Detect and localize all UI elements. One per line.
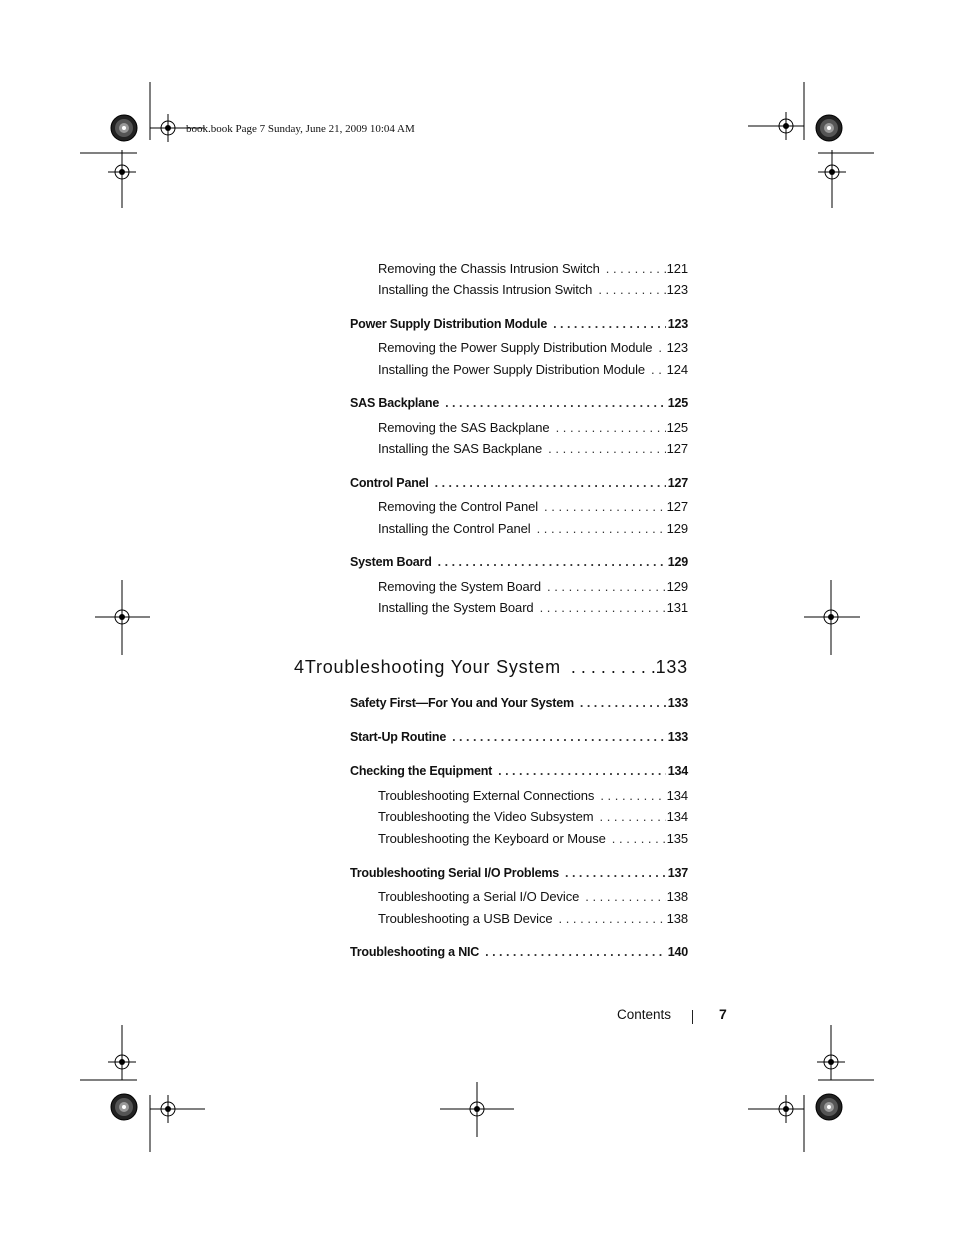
chapter-title: Troubleshooting Your System	[304, 656, 561, 677]
toc-entry-page: 127	[666, 498, 688, 514]
toc-entry-page: 124	[666, 361, 688, 377]
footer-separator	[692, 1010, 693, 1024]
toc-entry-label: Removing the Chassis Intrusion Switch	[378, 260, 600, 276]
leader-dots	[547, 317, 666, 331]
leader-dots	[645, 362, 666, 377]
toc-entry-label: Troubleshooting the Video Subsystem	[378, 808, 594, 824]
toc-entry-page: 133	[667, 730, 688, 744]
toc-subsection-entry[interactable]	[378, 438, 688, 458]
leader-dots	[600, 261, 666, 276]
toc-subsection-entry[interactable]	[378, 785, 688, 805]
toc-entry-label: Power Supply Distribution Module	[350, 317, 548, 331]
toc-section-entry[interactable]	[350, 761, 688, 781]
leader-dots	[550, 420, 666, 435]
leader-dots	[479, 945, 666, 959]
toc-subsection-entry[interactable]	[378, 806, 688, 826]
toc-entry-page: 138	[666, 910, 688, 926]
leader-dots	[592, 282, 666, 297]
toc-entry-label: Troubleshooting the Keyboard or Mouse	[378, 830, 606, 846]
toc-entry-label: System Board	[350, 555, 432, 569]
leader-dots	[559, 866, 666, 880]
chapter-number: 4	[294, 656, 305, 677]
leader-dots	[439, 396, 666, 410]
toc-entry-label: Installing the Power Supply Distribution Module	[378, 361, 645, 377]
toc-entry-page: 121	[666, 260, 688, 276]
leader-dots	[593, 809, 666, 824]
leader-dots	[561, 657, 656, 678]
footer-page-number: 7	[719, 1006, 727, 1022]
toc-entry-page: 129	[666, 578, 688, 594]
toc-entry-page: 131	[666, 599, 688, 615]
toc-entry-label: Troubleshooting Serial I/O Problems	[350, 866, 560, 880]
toc-entry-page: 123	[666, 339, 688, 355]
chapter-page: 133	[655, 656, 688, 677]
toc-subsection-entry[interactable]	[378, 597, 688, 617]
toc-entry-page: 134	[666, 787, 688, 803]
toc-subsection-entry[interactable]	[378, 359, 688, 379]
toc-entry-page: 123	[666, 281, 688, 297]
toc-entry-page: 129	[666, 520, 688, 536]
toc-entry-page: 134	[666, 808, 688, 824]
leader-dots	[429, 476, 666, 490]
leader-dots	[541, 579, 666, 594]
toc-entry-page: 129	[667, 555, 688, 569]
toc-subsection-entry[interactable]	[378, 576, 688, 596]
toc-entry-label: Start-Up Routine	[350, 730, 447, 744]
leader-dots	[606, 831, 666, 846]
toc-subsection-entry[interactable]	[378, 908, 688, 928]
toc-entry-label: Checking the Equipment	[350, 764, 493, 778]
toc-section-entry[interactable]	[350, 473, 688, 493]
toc-entry-label: Troubleshooting a Serial I/O Device	[378, 888, 580, 904]
leader-dots	[574, 696, 666, 710]
toc-entry-label: Removing the SAS Backplane	[378, 419, 550, 435]
toc-entry-label: Troubleshooting a USB Device	[378, 910, 553, 926]
footer-section-label: Contents	[617, 1007, 672, 1022]
toc-entry-label: Control Panel	[350, 476, 429, 490]
toc-section-entry[interactable]	[350, 314, 688, 334]
toc-entry-label: Installing the Control Panel	[378, 520, 531, 536]
leader-dots	[492, 764, 666, 778]
toc-entry-label: Troubleshooting External Connections	[378, 787, 595, 803]
toc-subsection-entry[interactable]	[378, 828, 688, 848]
toc-entry-label: Installing the SAS Backplane	[378, 440, 543, 456]
toc-subsection-entry[interactable]	[378, 518, 688, 538]
leader-dots	[652, 340, 666, 355]
toc-section-entry[interactable]	[350, 727, 688, 747]
toc-subsection-entry[interactable]	[378, 417, 688, 437]
toc-entry-label: Removing the System Board	[378, 578, 541, 594]
toc-subsection-entry[interactable]	[378, 279, 688, 299]
toc-section-entry[interactable]	[350, 393, 688, 413]
toc-subsection-entry[interactable]	[378, 886, 688, 906]
toc-entry-label: Removing the Power Supply Distribution Module	[378, 339, 653, 355]
toc-entry-page: 127	[666, 440, 688, 456]
chapter-heading[interactable]	[294, 654, 688, 680]
toc-entry-label: Removing the Control Panel	[378, 498, 538, 514]
toc-entry-page: 135	[666, 830, 688, 846]
leader-dots	[552, 911, 666, 926]
toc-entry-label: Safety First—For You and Your System	[350, 696, 574, 710]
toc-entry-label: Troubleshooting a NIC	[350, 945, 480, 959]
toc-entry-page: 125	[666, 419, 688, 435]
toc-section-entry[interactable]	[350, 942, 688, 962]
toc-entry-label: Installing the System Board	[378, 599, 534, 615]
toc-subsection-entry[interactable]	[378, 337, 688, 357]
leader-dots	[579, 889, 666, 904]
toc-subsection-entry[interactable]	[378, 496, 688, 516]
toc-entry-label: SAS Backplane	[350, 396, 440, 410]
toc-section-entry[interactable]	[350, 693, 688, 713]
toc-section-entry[interactable]	[350, 863, 688, 883]
leader-dots	[534, 600, 666, 615]
toc-entry-page: 125	[667, 396, 688, 410]
toc-entry-page: 133	[667, 696, 688, 710]
toc-entry-page: 137	[667, 866, 688, 880]
toc-entry-label: Installing the Chassis Intrusion Switch	[378, 281, 593, 297]
toc-entry-page: 134	[667, 764, 688, 778]
print-slug-header: book.book Page 7 Sunday, June 21, 2009 10:04 AM	[186, 123, 415, 135]
leader-dots	[542, 441, 666, 456]
leader-dots	[446, 730, 666, 744]
toc-entry-page: 138	[666, 888, 688, 904]
leader-dots	[538, 499, 666, 514]
leader-dots	[531, 521, 666, 536]
toc-entry-page: 123	[667, 317, 688, 331]
toc-section-entry[interactable]	[350, 552, 688, 572]
toc-entry-page: 140	[667, 945, 688, 959]
toc-entry-page: 127	[667, 476, 688, 490]
leader-dots	[432, 555, 666, 569]
toc-subsection-entry[interactable]	[378, 258, 688, 278]
leader-dots	[594, 788, 666, 803]
